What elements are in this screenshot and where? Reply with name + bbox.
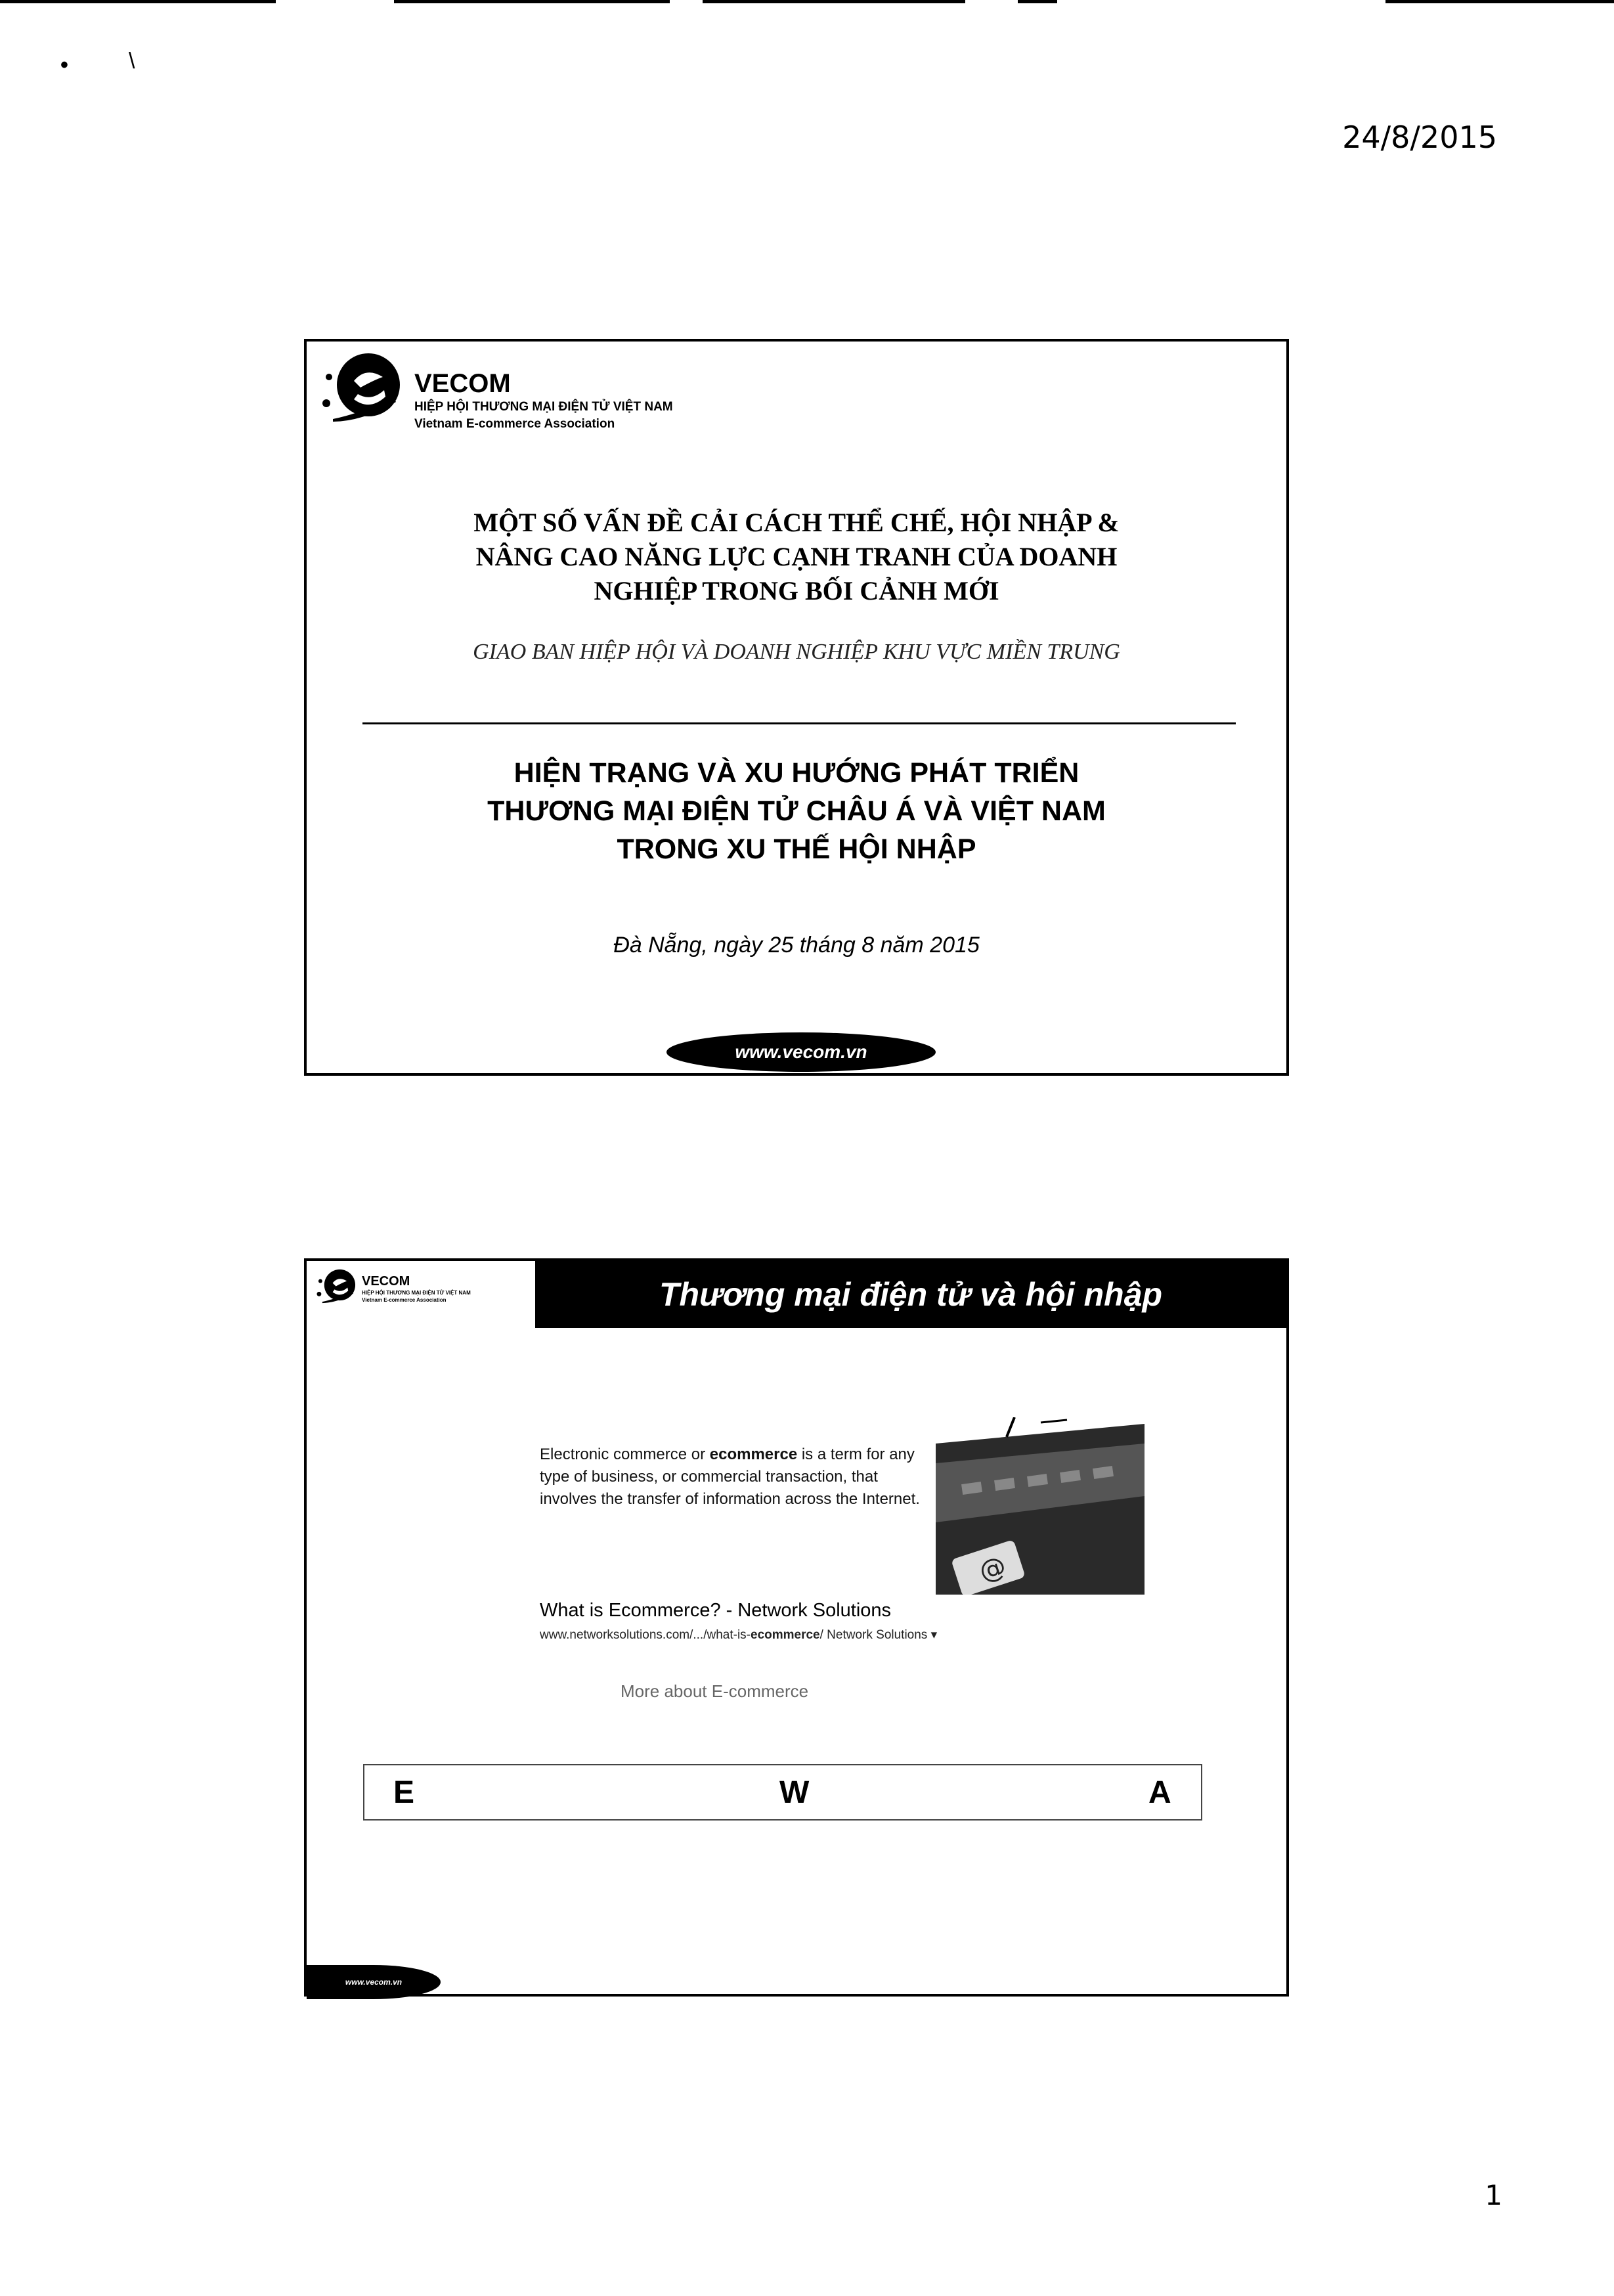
ewa-acronym-box — [363, 1764, 1202, 1821]
logo-vietnamese-name: HIỆP HỘI THƯƠNG MẠI ĐIỆN TỬ VIỆT NAM — [414, 400, 673, 414]
scan-artifact — [1385, 0, 1614, 3]
ewa-letter: A — [1148, 1775, 1171, 1810]
ewa-letter: W — [779, 1775, 810, 1810]
logo-english-name: Vietnam E-commerce Association — [362, 1297, 447, 1303]
definition-keyword: ecommerce — [709, 1446, 798, 1463]
logo-vietnamese-name: HIỆP HỘI THƯƠNG MẠI ĐIỆN TỬ VIỆT NAM — [362, 1290, 471, 1296]
vecom-logo — [316, 1268, 471, 1304]
page-number: 1 — [1485, 2179, 1502, 2211]
url-keyword: ecommerce — [751, 1628, 820, 1642]
website-badge: www.vecom.vn — [307, 1965, 441, 1999]
scan-artifact — [394, 0, 670, 3]
logo-brand: VECOM — [362, 1274, 410, 1289]
scan-artifact — [1018, 0, 1057, 3]
scan-artifact — [0, 0, 276, 3]
slide-header-title: Thương mại điện tử và hội nhập — [535, 1261, 1286, 1328]
presentation-heading-line: HIỆN TRẠNG VÀ XU HƯỚNG PHÁT TRIỂN — [513, 757, 1080, 789]
conference-title-line: MỘT SỐ VẤN ĐỀ CẢI CÁCH THỂ CHẾ, HỘI NHẬP & — [473, 508, 1120, 537]
vecom-e-logo-icon — [316, 1268, 358, 1304]
url-text: / Network Solutions ▾ — [819, 1628, 938, 1642]
conference-subtitle: GIAO BAN HIỆP HỘI VÀ DOANH NGHIỆP KHU VỰC MIỀN TRUNG — [473, 640, 1120, 664]
search-result-url — [540, 1627, 937, 1643]
logo-english-name: Vietnam E-commerce Association — [414, 417, 615, 431]
definition-text: is a term for any type of business, or commercial transaction, that involves the transfer of information across the Internet. — [540, 1446, 920, 1508]
scan-artifact — [703, 0, 965, 3]
more-about-link[interactable]: More about E-commerce — [621, 1681, 809, 1701]
keyboard-at-key-photo — [936, 1417, 1145, 1595]
page-date: 24/8/2015 — [1342, 120, 1497, 155]
scan-speck: \ — [129, 49, 135, 74]
definition-text: Electronic commerce or — [540, 1446, 710, 1463]
url-text: www.networksolutions.com/.../what-is- — [540, 1628, 751, 1642]
slide-ecommerce — [304, 1258, 1289, 1997]
location-date: Đà Nẵng, ngày 25 tháng 8 năm 2015 — [613, 933, 980, 958]
vecom-e-logo-icon — [320, 351, 405, 423]
presentation-heading-line: THƯƠNG MẠI ĐIỆN TỬ CHÂU Á VÀ VIỆT NAM — [487, 795, 1106, 827]
svg-text:@: @ — [975, 1550, 1010, 1588]
website-badge: www.vecom.vn — [666, 1032, 936, 1072]
ecommerce-definition — [540, 1444, 927, 1511]
scan-speck: • — [60, 53, 68, 77]
divider — [362, 722, 1236, 724]
logo-brand: VECOM — [414, 369, 511, 398]
conference-title-line: NGHIỆP TRONG BỐI CẢNH MỚI — [594, 576, 999, 606]
conference-title — [307, 506, 1286, 608]
presentation-heading — [307, 754, 1286, 868]
vecom-logo — [320, 351, 673, 433]
search-result-title[interactable]: What is Ecommerce? - Network Solutions — [540, 1600, 892, 1621]
presentation-heading-line: TRONG XU THẾ HỘI NHẬP — [617, 833, 976, 865]
conference-title-line: NÂNG CAO NĂNG LỰC CẠNH TRANH CỦA DOANH — [475, 542, 1118, 571]
ewa-letter: E — [393, 1775, 415, 1810]
slide-title — [304, 339, 1289, 1076]
